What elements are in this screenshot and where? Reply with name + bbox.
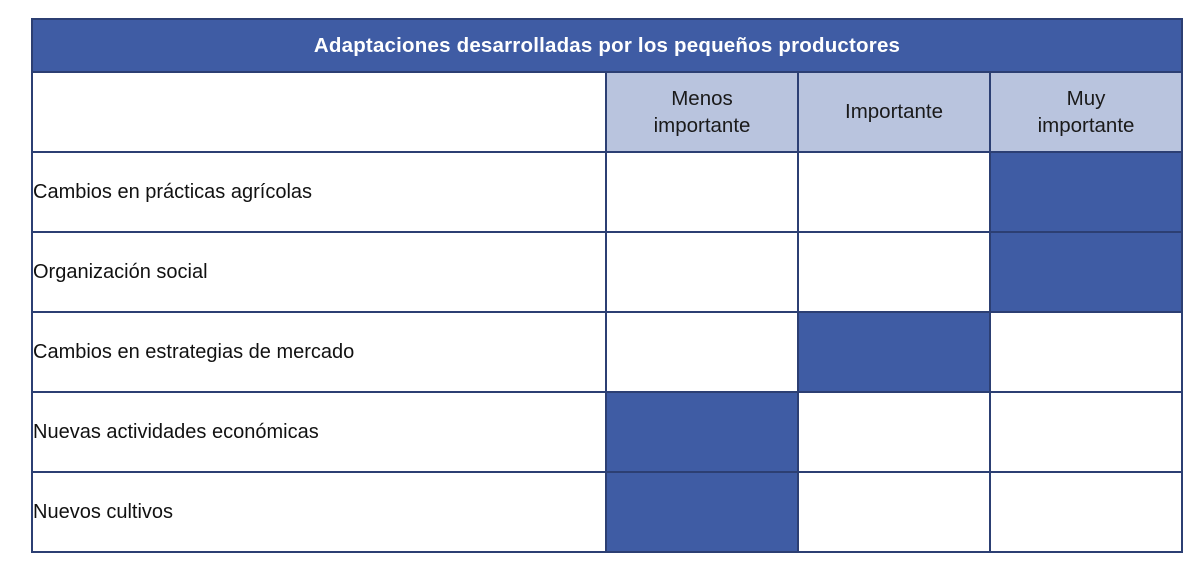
row-label: Nuevas actividades económicas [32,392,606,472]
row-label: Nuevos cultivos [32,472,606,552]
row-label: Cambios en estrategias de mercado [32,312,606,392]
column-header-importante [798,72,990,152]
table-title-row [32,19,1182,72]
cell-muy-importante [990,392,1182,472]
table-row [32,152,1182,232]
cell-importante [798,472,990,552]
column-header-muy-importante [990,72,1182,152]
table-title: Adaptaciones desarrolladas por los pequeños productores [32,19,1182,72]
column-header-muy-importante-line2: importante [1037,114,1135,137]
column-header-importante-line1: Importante [845,100,943,124]
cell-importante [798,232,990,312]
column-header-menos-importante-line2: importante [653,114,751,137]
cell-importante [798,312,990,392]
row-label: Cambios en prácticas agrícolas [32,152,606,232]
column-header-muy-importante-line1: Muy [1066,86,1106,110]
cell-muy-importante [990,232,1182,312]
cell-muy-importante [990,472,1182,552]
table-row [32,232,1182,312]
table-row [32,392,1182,472]
cell-menos-importante [606,392,798,472]
column-header-menos-importante-line1: Menos [671,86,733,110]
cell-menos-importante [606,312,798,392]
table-header-row [32,72,1182,152]
column-header-menos-importante [606,72,798,152]
cell-menos-importante [606,472,798,552]
cell-muy-importante [990,152,1182,232]
cell-muy-importante [990,312,1182,392]
table-row [32,312,1182,392]
cell-importante [798,392,990,472]
cell-menos-importante [606,152,798,232]
cell-importante [798,152,990,232]
table-row [32,472,1182,552]
header-corner-blank [32,72,606,152]
matrix [31,18,1183,553]
cell-menos-importante [606,232,798,312]
adaptations-matrix-table [31,18,1183,553]
row-label: Organización social [32,232,606,312]
